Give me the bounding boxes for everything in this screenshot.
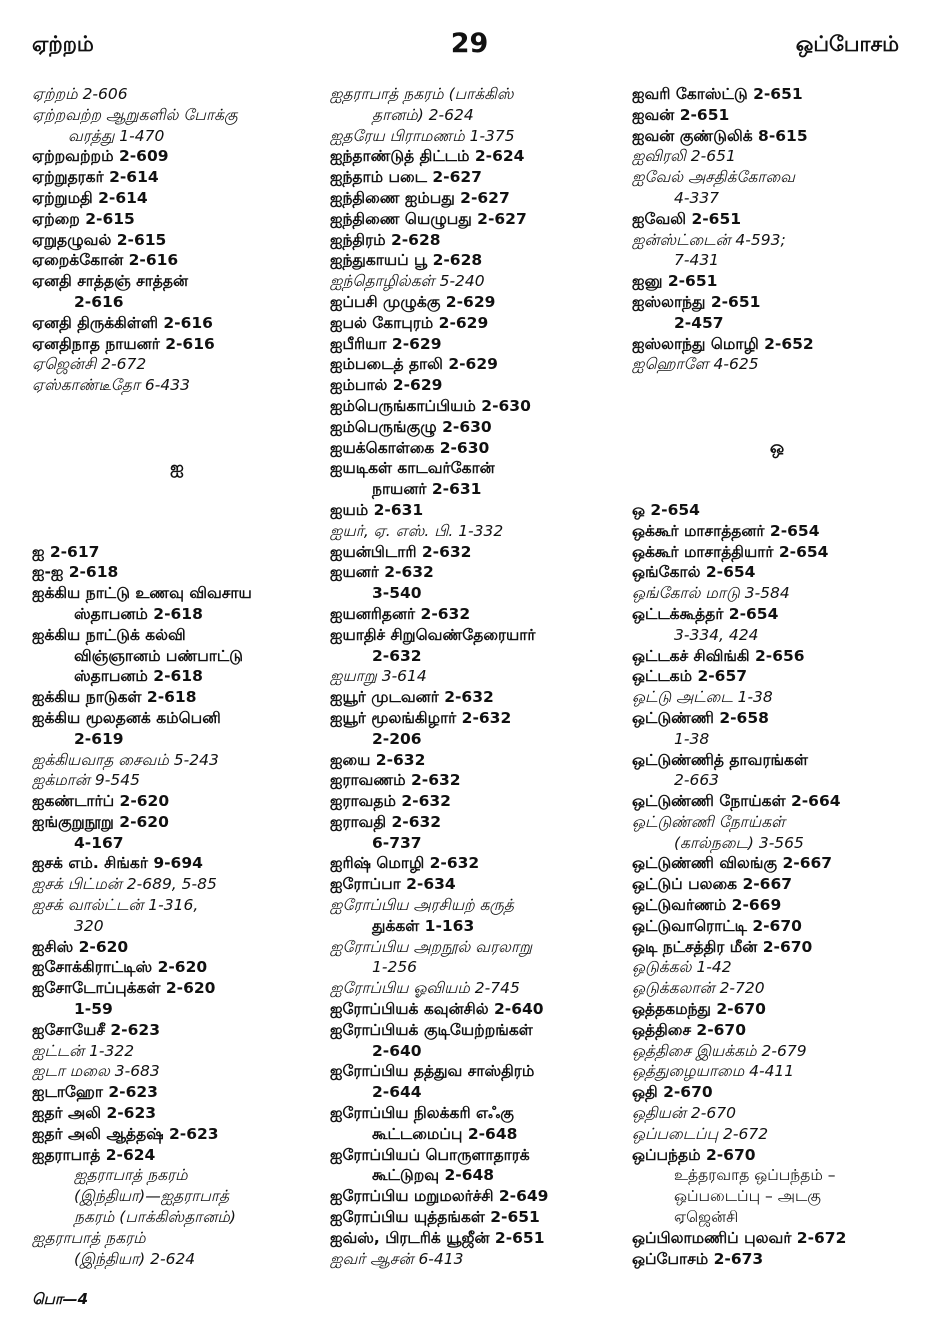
index-entry: ஐஹொளே 4-625 (632, 355, 759, 374)
index-entry: ஒடி நட்சத்திர மீன் 2-670 (632, 937, 813, 956)
index-entry: ஐகண்டார்ப் 2-620 (32, 792, 170, 811)
index-entry: ஒப்பிலாமணிப் புலவர் 2-672 (632, 1228, 847, 1247)
index-entry: ஐசோடோப்புக்கள் 2-620 (32, 979, 216, 998)
index-entry: ஐயாதிச் சிறுவெண்தேரையார் (330, 625, 536, 644)
index-entry: ஐரோப்பியக் குடியேற்றங்கள் (330, 1020, 533, 1039)
index-entry: ஐசோக்கிராட்டிஸ் 2-620 (32, 958, 208, 977)
index-entry: ஒப்பந்தம் 2-670 (632, 1145, 756, 1164)
index-entry: ஐயூர் மூலங்கிழார் 2-632 (330, 708, 512, 727)
index-entry: உத்தரவாத ஒப்பந்தம் – (674, 1166, 836, 1185)
index-entry: 2-619 (74, 729, 124, 748)
index-entry: (இந்தியா)—ஐதராபாத் (74, 1187, 230, 1206)
index-entry: ஐரோப்பிய ஓவியம் 2-745 (330, 979, 520, 998)
page-number: 29 (450, 28, 489, 59)
index-entry: ஐந்திணை ஐம்பது 2-627 (330, 188, 510, 207)
index-entry: ஐயர், ஏ. எஸ். பி. 1-332 (330, 521, 504, 540)
index-entry: ஒங்கோல் 2-654 (632, 563, 756, 582)
index-entry: ஐயம் 2-631 (330, 500, 424, 519)
header-guide-word-right: ஒப்போசம் (795, 32, 899, 56)
index-entry: ஒட்டகம் 2-657 (632, 667, 748, 686)
index-entry: ஐராவதம் 2-632 (330, 792, 451, 811)
index-entry: ஐரோப்பிய நிலக்கரி எஃகு (330, 1104, 514, 1123)
index-entry: ஏஜென்சி 2-672 (32, 355, 147, 374)
index-entry: ஐயனரிதனர் 2-632 (330, 604, 471, 623)
index-entry: ஐரோப்பிய தத்துவ சாஸ்திரம் (330, 1062, 535, 1081)
index-entry: ஐக்கிய நாட்டுக் கல்வி (32, 625, 186, 644)
index-entry: ஐம்பெருங்காப்பியம் 2-630 (330, 396, 531, 415)
index-entry: 2-206 (372, 729, 422, 748)
index-entry: ஐம்படைத் தாலி 2-629 (330, 355, 498, 374)
index-entry: ஒட்டுண்ணித் தாவரங்கள் (632, 750, 808, 769)
index-entry: ஒக்கூர் மாசாத்தியார் 2-654 (632, 542, 829, 561)
index-entry: ஒங்கோல் மாடு 3-584 (632, 584, 790, 603)
section-letter: ஐ (170, 458, 184, 479)
spacer (32, 438, 322, 459)
index-entry: ஐரோப்பிய மறுமலர்ச்சி 2-649 (330, 1187, 549, 1206)
index-entry: ஒட்டகச் சிவிங்கி 2-656 (632, 646, 805, 665)
index-entry: ஒட்டுண்ணி 2-658 (632, 708, 769, 727)
index-entry: ஐதராபாத் நகரம் (பாக்கிஸ் (330, 85, 514, 103)
signature-mark: பொ—4 (32, 1290, 89, 1308)
index-entry: வரத்து 1-470 (68, 126, 165, 145)
index-entry: ஏற்றவற்றம் 2-609 (32, 147, 169, 166)
index-entry: ஏஸ்காண்டீதோ 6-433 (32, 376, 190, 395)
index-entry: ஐராவதி 2-632 (330, 812, 442, 831)
index-entry: ஒட்டு அட்டை 1-38 (632, 688, 773, 707)
index-entry: தானம்) 2-624 (372, 105, 474, 124)
index-entry: 2-640 (372, 1041, 422, 1060)
index-entry: ஐசோயேசீ 2-623 (32, 1020, 160, 1039)
spacer (32, 500, 322, 521)
index-entry: 2-663 (674, 771, 720, 790)
index-entry: ஒட்டுப் பலகை 2-667 (632, 875, 793, 894)
index-entry: 7-431 (674, 251, 720, 270)
index-entry: ஐவரி கோஸ்ட்டு 2-651 (632, 85, 803, 103)
index-entry: ஐயடிகள் காடவர்கோன் (330, 459, 495, 478)
index-entry: ஐவ்ஸ், பிரடரிக் யூஜீன் 2-651 (330, 1228, 545, 1247)
index-entry: விஞ்ஞானம் பண்பாட்டு (74, 646, 243, 665)
index-entry: ஏஜென்சி (674, 1208, 739, 1227)
index-entry: ஒக்கூர் மாசாத்தனர் 2-654 (632, 521, 820, 540)
index-column-3 (632, 84, 922, 1269)
index-entry: ஒ 2-654 (632, 500, 700, 519)
index-entry: ஐவன் 2-651 (632, 105, 730, 124)
spacer (32, 479, 322, 500)
index-entry: ஒதியன் 2-670 (632, 1104, 736, 1123)
index-entry: ஐயக்கொள்கை 2-630 (330, 438, 490, 457)
index-entry: ஐவிரலி 2-651 (632, 147, 736, 166)
index-entry: ஐக்கிய மூலதனக் கம்பெனி (32, 708, 221, 727)
index-entry: 3-540 (372, 584, 422, 603)
index-entry: ஐவன் குண்டுலிக் 8-615 (632, 126, 808, 145)
index-entry: 2-457 (674, 313, 724, 332)
index-entry: ஐப்பசி முழுக்கு 2-629 (330, 292, 496, 311)
index-entry: ஐதர் அலி ஆத்தஷ் 2-623 (32, 1124, 219, 1143)
index-entry: ஒப்போசம் 2-673 (632, 1249, 764, 1268)
index-entry: ஐக்கிய நாடுகள் 2-618 (32, 688, 197, 707)
index-entry: ஐதராபாத் 2-624 (32, 1145, 156, 1164)
index-entry: ஒப்படைப்பு – அடகு (674, 1187, 821, 1206)
index-entry: ஒட்டுண்ணி நோய்கள் (632, 812, 786, 831)
index-entry: ஸ்தாபனம் 2-618 (74, 604, 203, 623)
index-entry: 1-59 (74, 1000, 113, 1019)
index-entry: 2-644 (372, 1083, 422, 1102)
index-entry: ஐரோப்பிய யுத்தங்கள் 2-651 (330, 1208, 540, 1227)
index-entry: ஐரோப்பிய அரசியற் கருத் (330, 896, 514, 915)
index-entry: 2-616 (74, 292, 124, 311)
index-entry: ஐரிஷ் மொழி 2-632 (330, 854, 480, 873)
index-entry: ஐனு 2-651 (632, 272, 718, 291)
index-entry: ஏனதி திருக்கிள்ளி 2-616 (32, 313, 213, 332)
spacer (632, 375, 922, 396)
index-entry: 4-167 (74, 833, 124, 852)
index-entry: ஐதர் அலி 2-623 (32, 1104, 157, 1123)
index-entry: ஐக்கிய நாட்டு உணவு விவசாய (32, 584, 252, 603)
spacer (32, 521, 322, 542)
section-letter: ஒ (769, 437, 785, 458)
index-entry: கூட்டமைப்பு 2-648 (372, 1124, 518, 1143)
spacer (632, 396, 922, 417)
index-entry: ஐயனர் 2-632 (330, 563, 434, 582)
index-entry: ஒடுக்கல் 1-42 (632, 958, 732, 977)
spacer (32, 396, 322, 417)
index-entry: ஐதராபாத் நகரம் (32, 1228, 146, 1247)
index-entry: ஐசிஸ் 2-620 (32, 937, 129, 956)
index-entry: ஒடுக்கலான் 2-720 (632, 979, 765, 998)
index-entry: ஐபல் கோபுரம் 2-629 (330, 313, 489, 332)
index-entry: ஏனதிநாத நாயனர் 2-616 (32, 334, 215, 353)
index-entry: 320 (74, 916, 104, 935)
index-entry: ஐசக் வால்ட்டன் 1-316, (32, 896, 199, 915)
index-entry: ஐன்ஸ்ட்டைன் 4-593; (632, 230, 786, 249)
index-entry: ஐம்பால் 2-629 (330, 376, 443, 395)
index-entry: 2-632 (372, 646, 422, 665)
index-entry: ஒத்தகமந்து 2-670 (632, 1000, 766, 1019)
index-entry: ஒட்டக்கூத்தர் 2-654 (632, 604, 779, 623)
index-entry: ஒட்டுண்ணி நோய்கள் 2-664 (632, 792, 841, 811)
index-entry: ஐதராபாத் நகரம் (74, 1166, 188, 1185)
index-entry: ஐயை 2-632 (330, 750, 426, 769)
page-header (0, 28, 939, 68)
index-entry: ஒட்டுண்ணி விலங்கு 2-667 (632, 854, 833, 873)
index-entry: ஐயூர் முடவனர் 2-632 (330, 688, 494, 707)
index-entry: ஐரோப்பிய அறநூல் வரலாறு (330, 937, 533, 956)
index-entry: ஏற்றை 2-615 (32, 209, 135, 228)
index-entry: ஐவர் ஆசன் 6-413 (330, 1249, 464, 1268)
index-entry: ஐபீரியா 2-629 (330, 334, 442, 353)
index-entry: ஐந்துகாயப் பூ 2-628 (330, 251, 483, 270)
spacer (632, 458, 922, 479)
index-entry: ஐயன்பிடாரி 2-632 (330, 542, 472, 561)
index-entry: 3-334, 424 (674, 625, 759, 644)
index-entry: கூட்டுறவு 2-648 (372, 1166, 495, 1185)
index-entry: ஒத்திசை இயக்கம் 2-679 (632, 1041, 807, 1060)
index-entry: (கால்நடை) 3-565 (674, 833, 804, 852)
index-entry: ஐங்குறுநூறு 2-620 (32, 812, 169, 831)
index-entry: ஐடா மலை 3-683 (32, 1062, 160, 1081)
index-entry: ஐ 2-617 (32, 542, 100, 561)
index-entry: ஏனதி சாத்தஞ் சாத்தன் (32, 272, 189, 291)
index-entry: ஐந்தாம் படை 2-627 (330, 168, 482, 187)
index-entry: ஒதி 2-670 (632, 1083, 713, 1102)
index-entry: ஏற்றவற்ற ஆறுகளில் போக்கு (32, 105, 238, 124)
index-entry: ஐக்மான் 9-545 (32, 771, 140, 790)
index-entry: ஸ்தாபனம் 2-618 (74, 667, 203, 686)
index-entry: ஐவேல் அசதிக்கோவை (632, 168, 796, 187)
index-entry: ஏற்றுமதி 2-614 (32, 188, 148, 207)
index-entry: 6-737 (372, 833, 422, 852)
index-entry: ஐ-ஐ 2-618 (32, 563, 119, 582)
index-entry: ஐட்டன் 1-322 (32, 1041, 135, 1060)
index-entry: ஏற்றுதரகர் 2-614 (32, 168, 159, 187)
index-entry: ஏற்றம் 2-606 (32, 85, 128, 103)
index-entry: ஐவேலி 2-651 (632, 209, 742, 228)
index-entry: ஐந்திரம் 2-628 (330, 230, 441, 249)
index-column-2 (330, 84, 630, 1269)
index-entry: ஒத்துழையாமை 4-411 (632, 1062, 795, 1081)
index-entry: 1-256 (372, 958, 418, 977)
index-entry: (இந்தியா) 2-624 (74, 1249, 196, 1268)
index-column-1 (32, 84, 322, 1269)
index-entry: ஏறுதழுவல் 2-615 (32, 230, 167, 249)
index-entry: 4-337 (674, 188, 720, 207)
index-entry: ஐஸ்லாந்து 2-651 (632, 292, 761, 311)
index-entry: ஐந்தாண்டுத் திட்டம் 2-624 (330, 147, 525, 166)
index-entry: ஒப்படைப்பு 2-672 (632, 1124, 769, 1143)
index-entry: ஐதரேய பிராமணம் 1-375 (330, 126, 515, 145)
index-entry: 1-38 (674, 729, 710, 748)
index-entry: நகரம் (பாக்கிஸ்தானம்) (74, 1208, 236, 1227)
index-entry: ஐந்தொழில்கள் 5-240 (330, 272, 485, 291)
index-entry: நாயனர் 2-631 (372, 480, 482, 499)
index-entry: ஐக்கியவாத சைவம் 5-243 (32, 750, 219, 769)
index-entry: ஐந்திணை யெழுபது 2-627 (330, 209, 527, 228)
index-entry: ஐரோப்பியக் கவுன்சில் 2-640 (330, 1000, 544, 1019)
spacer (632, 479, 922, 500)
index-entry: துக்கள் 1-163 (372, 916, 475, 935)
index-entry: ஒட்டுவாரொட்டி 2-670 (632, 916, 802, 935)
index-entry: ஐம்பெருங்குழு 2-630 (330, 417, 492, 436)
spacer (632, 417, 922, 438)
index-entry: ஐராவணம் 2-632 (330, 771, 461, 790)
index-entry: ஐரோப்பா 2-634 (330, 875, 456, 894)
index-entry: ஐரோப்பியப் பொருளாதாரக் (330, 1145, 530, 1164)
index-entry: ஐடாஹோ 2-623 (32, 1083, 158, 1102)
index-entry: ஐசக் எம். சிங்கர் 9-694 (32, 854, 203, 873)
index-entry: ஒட்டுவர்ணம் 2-669 (632, 896, 782, 915)
index-entry: ஐயாறு 3-614 (330, 667, 427, 686)
index-entry: ஒத்திசை 2-670 (632, 1020, 747, 1039)
index-entry: ஏறைக்கோன் 2-616 (32, 251, 179, 270)
index-entry: ஐசக் பிட்மன் 2-689, 5-85 (32, 875, 217, 894)
header-guide-word-left: ஏற்றம் (32, 32, 94, 56)
spacer (32, 417, 322, 438)
index-entry: ஐஸ்லாந்து மொழி 2-652 (632, 334, 814, 353)
